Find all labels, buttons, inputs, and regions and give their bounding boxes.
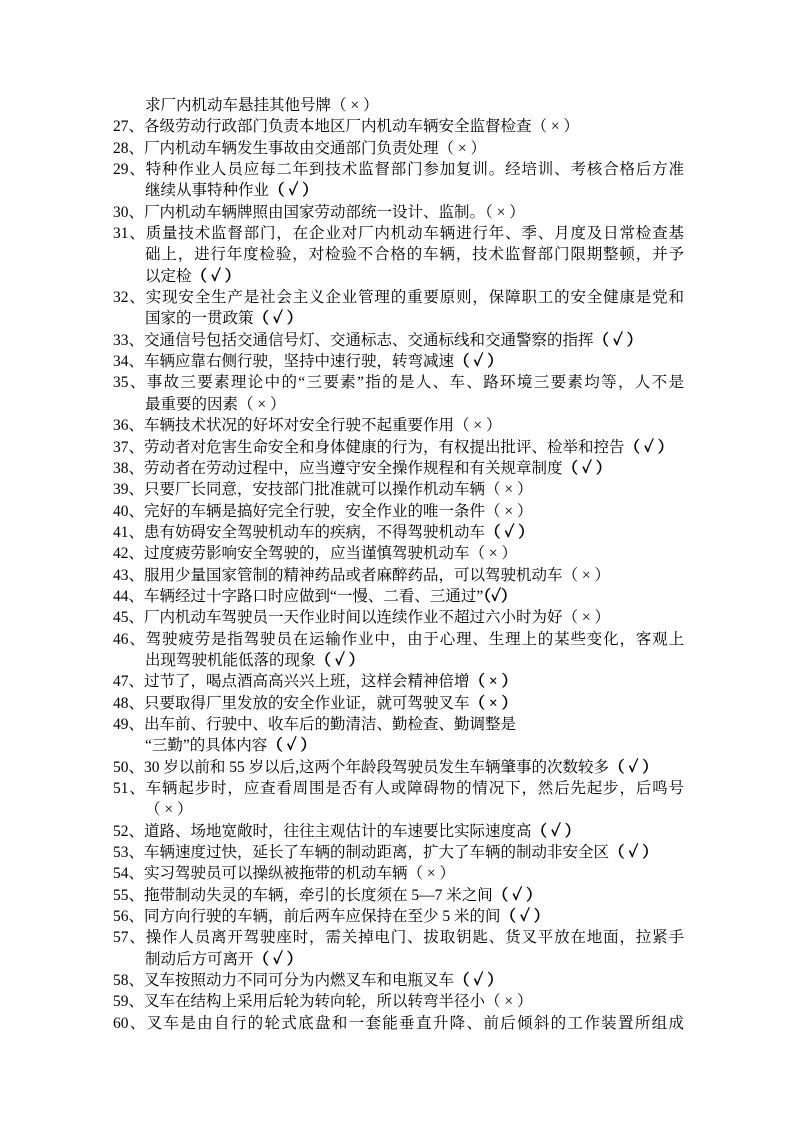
question-item-35 [113,372,684,415]
question-line [113,287,684,308]
question-number: 49、 [113,715,145,733]
question-item-55 [113,885,684,906]
wrong-answer-mark: （ × ） [238,395,286,413]
question-item-53 [113,842,684,863]
question-item-38 [113,458,684,479]
question-line [113,693,684,714]
question-line [145,799,684,820]
wrong-answer-mark: （ × ） [407,865,456,883]
question-item-31 [113,223,684,287]
question-line [145,266,684,287]
wrong-answer-mark: （ × ） [469,545,518,563]
wrong-answer-mark: （ × ） [562,609,611,627]
question-number: 28、 [113,139,145,157]
question-number: 33、 [113,331,145,349]
question-line [113,757,684,778]
question-line [113,714,684,735]
question-number: 27、 [113,118,145,136]
question-item-37 [113,437,684,458]
wrong-answer-mark: （ × ） [438,139,487,157]
question-text: 车辆经过十字路口时应做到“一慢、二看、三通过” [144,587,484,605]
question-item-30 [113,202,684,223]
question-line [113,437,684,458]
question-line [113,927,684,948]
question-text: 质量技术监督部门，在企业对厂内机动车辆进行年、季、月度及日常检查基 [145,225,684,243]
question-line [145,650,684,671]
question-number: 50、 [113,758,145,776]
question-text: 车辆起步时，应查看周围是否有人或障碍物的情况下，然后先起步，后鸣号 [145,780,684,797]
question-item-36 [113,415,684,436]
question-line [145,180,684,201]
question-line [113,586,684,607]
correct-answer-mark: （ ✓ ） [269,182,318,200]
question-item-33 [113,330,684,351]
question-item-27 [113,116,684,137]
question-line [113,372,684,393]
wrong-answer-mark: （ × ） [454,417,502,435]
question-item-51 [113,778,684,821]
question-line [113,906,684,927]
question-number: 43、 [113,566,145,584]
question-line [145,244,684,265]
correct-answer-mark: （ ✓ ） [492,886,542,904]
question-text: 厂内机动车辆发生事故由交通部门负责处理 [144,139,439,157]
question-item-47 [113,671,684,692]
question-text: 劳动者对危害生命安全和身体健康的行为，有权提出批评、检举和控告 [144,438,625,456]
question-text: 出车前、行驶中、收车后的勤清洁、勤检查、勤调整是 [144,715,517,733]
question-line [113,543,684,564]
wrong-answer-mark: （ × ） [469,673,518,691]
question-text: 过节了，喝点酒高高兴兴上班，这样会精神倍增 [144,673,470,691]
question-number: 32、 [113,289,146,307]
question-text: 国家的一贯政策 [145,310,254,328]
correct-answer-mark: （ ✓ ） [624,438,674,456]
question-line [145,735,684,756]
question-item-39 [113,479,684,500]
question-line [145,308,684,329]
question-number: 56、 [113,908,145,926]
question-number: 41、 [113,523,145,541]
question-line [113,629,684,650]
question-number: 47、 [113,673,145,691]
question-line [113,415,684,436]
question-text: 过度疲劳影响安全驾驶的，应当谨慎驾驶机动车 [144,545,470,563]
question-number: 38、 [113,459,145,477]
wrong-answer-mark: （ × ） [469,694,518,712]
question-item-28 [113,138,684,159]
question-line [113,991,684,1012]
question-line [113,885,684,906]
question-item-43 [113,565,684,586]
question-item-54 [113,863,684,884]
correct-answer-mark: （ ✓ ） [315,651,365,669]
question-number: 58、 [113,972,145,990]
question-text: 交通信号包括交通信号灯、交通标志、交通标线和交通警察的指挥 [144,331,594,349]
question-number: 45、 [113,609,145,627]
question-number: 30、 [113,203,145,221]
correct-answer-mark: （ ✓ ） [253,310,303,328]
question-item-40 [113,501,684,522]
question-number: 59、 [113,993,145,1011]
question-line [145,949,684,970]
wrong-answer-mark: （ × ） [485,481,533,499]
question-line [113,330,684,351]
correct-answer-mark: （ ✓ ） [454,353,503,371]
question-text: 拖带制动失灵的车辆，牵引的长度须在 5—7 米之间 [144,886,493,904]
question-item-59 [113,991,684,1012]
question-item-46 [113,629,684,672]
correct-answer-mark: （ ✓ ） [191,267,241,285]
question-text: 出现驾驶机能低落的现象 [145,651,316,669]
question-item-41 [113,522,684,543]
question-text: “三勤”的具体内容 [145,737,268,755]
question-text: 叉车按照动力不同可分为内燃叉车和电瓶叉车 [144,972,455,990]
question-item-32 [113,287,684,330]
question-text: 继续从事特种作业 [145,182,270,200]
question-text: 础上，进行年度检验，对检验不合格的车辆，技术监督部门限期整顿，并予 [145,246,684,264]
question-line [113,116,684,137]
question-item-45 [113,607,684,628]
correct-answer-mark: （ ✓ ） [485,523,534,541]
question-number: 42、 [113,545,145,563]
question-line [113,671,684,692]
question-number: 39、 [113,481,145,499]
question-line [113,479,684,500]
question-number: 48、 [113,694,145,712]
question-text: 求厂内机动车悬挂其他号牌 [145,97,332,114]
correct-answer-mark: （ ✓ ） [562,459,612,477]
question-number: 57、 [113,929,146,947]
question-text: 患有妨碍安全驾驶机动车的疾病，不得驾驶机动车 [144,523,486,541]
question-number: 51、 [113,780,146,797]
question-text: 事故三要素理论中的“三要素”指的是人、车、路环境三要素均等，人不是 [146,374,684,392]
question-number: 34、 [113,353,145,371]
question-number: 52、 [113,822,145,840]
question-number: 35、 [113,374,147,392]
question-line [113,863,684,884]
question-line [113,501,684,522]
question-number: 40、 [113,502,145,520]
wrong-answer-mark: （ × ） [562,566,611,584]
question-text: 厂内机动车驾驶员一天作业时间以连续作业不超过六小时为好 [144,609,563,627]
question-text: 车辆速度过快，延长了车辆的制动距离，扩大了车辆的制动非安全区 [144,844,610,862]
question-text: 道路、场地宽敞时，往往主观估计的车速要比实际速度高 [144,822,532,840]
question-text: 实习驾驶员可以操纵被拖带的机动车辆 [144,865,408,883]
question-text: 完好的车辆是搞好完全行驶，安全作业的唯一条件 [144,502,486,520]
question-item-29 [113,159,684,202]
question-item-44 [113,586,684,607]
question-line [113,202,684,223]
question-text: 实现安全生产是社会主义企业管理的重要原则，保障职工的安全健康是党和 [145,289,684,307]
wrong-answer-mark: （ × ） [485,502,533,520]
question-number: 54、 [113,865,145,883]
wrong-answer-mark: （ × ） [531,118,580,136]
question-line [113,970,684,991]
question-text: 操作人员离开驾驶座时，需关掉电门、拔取钥匙、货叉平放在地面，拉紧手 [145,929,684,947]
question-line [113,458,684,479]
wrong-answer-mark: （ × ） [331,97,379,114]
question-item-58 [113,970,684,991]
correct-answer-mark: （ ✓ ） [500,908,550,926]
question-item-56 [113,906,684,927]
correct-answer-mark: （ ✓ ） [253,950,303,968]
question-item-42 [113,543,684,564]
wrong-answer-mark: （ × ） [485,993,533,1011]
correct-answer-mark: （ ✓ ） [454,972,503,990]
question-item-60 [113,1013,684,1034]
question-line [113,842,684,863]
correct-answer-mark: （✓） [483,587,517,605]
question-item-52 [113,821,684,842]
wrong-answer-mark: （ × ） [145,801,193,819]
question-text: 车辆技术状况的好坏对安全行驶不起重要作用 [144,417,455,435]
question-number: 60、 [113,1014,147,1032]
question-number: 53、 [113,844,145,862]
question-line [113,138,684,159]
question-item-continuation [145,95,684,116]
correct-answer-mark: （ ✓ ） [267,737,317,755]
correct-answer-mark: （ ✓ ） [609,758,658,776]
question-number: 37、 [113,438,145,456]
question-text: 最重要的因素 [145,395,239,413]
correct-answer-mark: （ ✓ ） [609,844,658,862]
question-line [113,607,684,628]
question-number: 31、 [113,225,146,243]
question-line [113,159,684,180]
question-line [113,1013,684,1034]
question-text: 以定检 [145,267,192,285]
question-line [145,95,684,116]
question-item-57 [113,927,684,970]
question-number: 46、 [113,630,146,648]
question-number: 55、 [113,886,145,904]
question-line [113,778,684,799]
question-text: 厂内机动车辆牌照由国家劳动部统一设计、监制。 [144,203,486,221]
question-number: 29、 [113,161,146,179]
question-text: 车辆应靠右侧行驶，坚持中速行驶，转弯减速 [144,353,455,371]
question-item-50 [113,757,684,778]
question-number: 44、 [113,587,145,605]
question-line [113,565,684,586]
question-text: 叉车是由自行的轮式底盘和一套能垂直升降、前后倾斜的工作装置所组成 [146,1014,684,1032]
question-line [113,351,684,372]
question-text: 驾驶疲劳是指驾驶员在运输作业中，由于心理、生理上的某些变化，客观上 [145,630,684,648]
question-list [113,95,684,1034]
question-item-49 [113,714,684,757]
question-text: 叉车在结构上采用后轮为转向轮，所以转弯半径小 [144,993,486,1011]
question-text: 服用少量国家管制的精神药品或者麻醉药品，可以驾驶机动车 [144,566,563,584]
question-number: 36、 [113,417,145,435]
question-text: 30 岁以前和 55 岁以后,这两个年龄段驾驶员发生车辆肇事的次数较多 [144,758,610,776]
question-line [113,522,684,543]
question-line [113,223,684,244]
question-item-48 [113,693,684,714]
correct-answer-mark: （ ✓ ） [593,331,643,349]
question-line [113,821,684,842]
question-text: 特种作业人员应每二年到技术监督部门参加复训。经培训、考核合格后方准 [145,161,684,179]
question-item-34 [113,351,684,372]
correct-answer-mark: （ ✓ ） [531,822,581,840]
question-text: 劳动者在劳动过程中，应当遵守安全操作规程和有关规章制度 [144,459,563,477]
question-text: 制动后方可离开 [145,950,254,968]
question-line [145,394,684,415]
question-text: 同方向行驶的车辆，前后两车应保持在至少 5 米的间 [144,908,501,926]
question-text: 只要取得厂里发放的安全作业证，就可驾驶叉车 [144,694,470,712]
question-text: 只要厂长同意，安技部门批准就可以操作机动车辆 [144,481,486,499]
question-text: 各级劳动行政部门负责本地区厂内机动车辆安全监督检查 [144,118,532,136]
wrong-answer-mark: （ × ） [485,203,525,221]
